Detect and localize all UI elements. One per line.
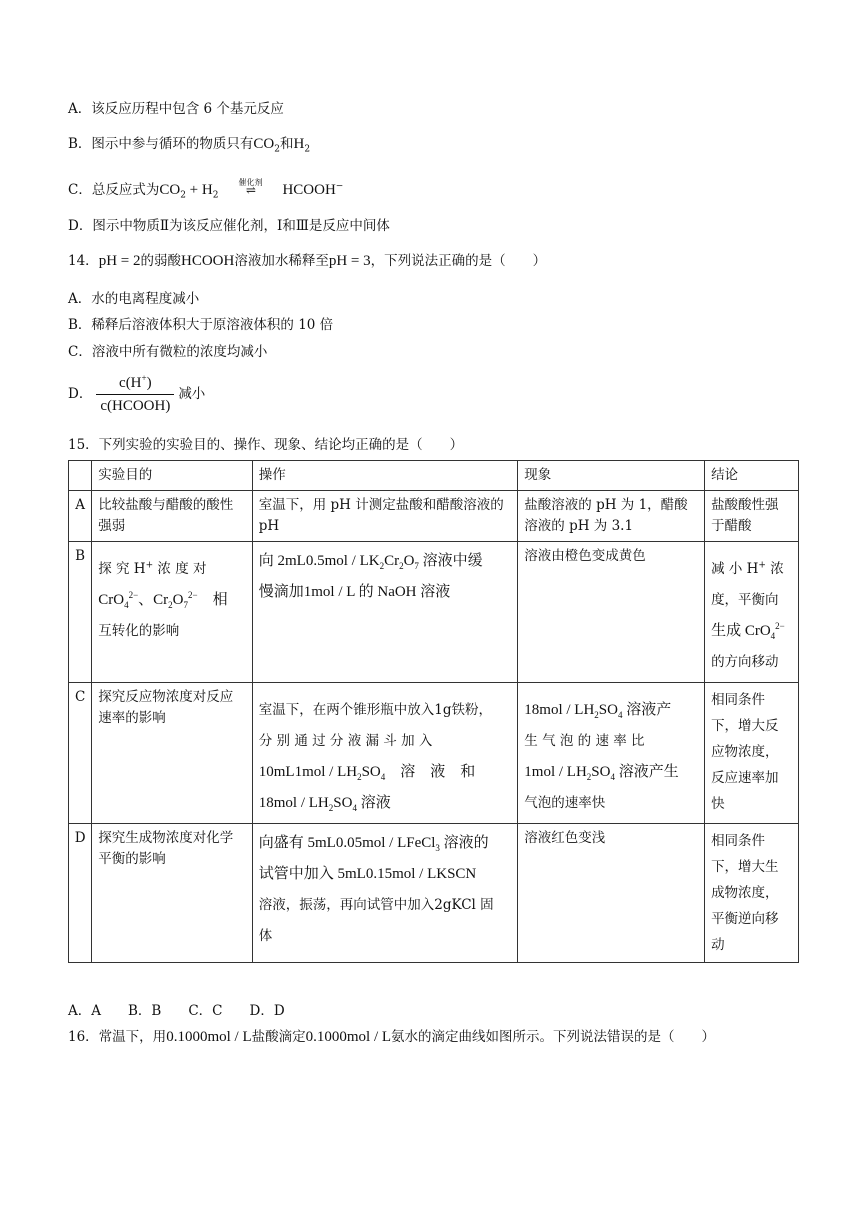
cell-conclusion: 盐酸酸性强于醋酸 — [705, 491, 799, 542]
cell-phenomenon: 盐酸溶液的 pH 为 1，醋酸溶液的 pH 为 3.1 — [518, 491, 705, 542]
fraction: $\frac{c(H^+)}{\text{c(HCOOH)}}$ — [96, 372, 174, 417]
cell-operation: 向盛有 5mL0.05mol / LFeCl$_3$ 溶液的 试管中加入 5mL0.15mol / LKSCN 溶液，振荡，再向试管中加入2gKCl 固 体 — [252, 824, 518, 963]
cell-phenomenon: 溶液由橙色变成黄色 — [518, 542, 705, 683]
cell-purpose: 比较盐酸与醋酸的酸性强弱 — [92, 491, 253, 542]
catalyst-arrow: 催化剂 ⇌ — [238, 178, 263, 197]
q14-option-a: A．水的电离程度减小 — [68, 291, 200, 307]
header-cell — [69, 461, 92, 491]
q13-option-d: D．图示中物质Ⅱ为该反应催化剂，Ⅰ和Ⅲ是反应中间体 — [68, 218, 390, 234]
table-row — [69, 542, 799, 683]
header-cell: 现象 — [518, 461, 705, 491]
table-header-row — [69, 461, 799, 491]
row-label: A — [69, 491, 92, 542]
cell-conclusion: 减 小 H+ 浓 度，平衡向 生成 CrO$_4^{2-}$ 的方向移动 — [705, 542, 799, 683]
row-label: C — [69, 683, 92, 824]
q16-stem: 16．常温下，用0.1000mol / L盐酸滴定0.1000mol / L氨水的滴定曲线如图所示。下列说法错误的是（ ） — [68, 1029, 716, 1045]
cell-purpose: 探究生成物浓度对化学平衡的影响 — [92, 824, 253, 963]
cell-purpose: 探 究 H+ 浓 度 对 CrO$_4^{2-}$、$Cr_2O_7^{2-}$ 相 互转化的影响 — [92, 542, 253, 683]
table-row — [69, 824, 799, 963]
row-label: B — [69, 542, 92, 683]
q13-option-c: C．总反应式为$CO_2 + H_2$ 催化剂 ⇌ HCOOH− — [68, 178, 344, 201]
cell-conclusion: 相同条件下，增大反应物浓度，反应速率加快 — [705, 683, 799, 824]
q14-option-c: C．溶液中所有微粒的浓度均减小 — [68, 344, 268, 360]
cell-operation: 向 $2mL0.5mol / LK_2Cr_2O_7$ 溶液中缓 慢滴加1mol / L 的 NaOH 溶液 — [252, 542, 518, 683]
cell-phenomenon: 溶液红色变浅 — [518, 824, 705, 963]
table-row — [69, 683, 799, 824]
header-cell: 实验目的 — [92, 461, 253, 491]
q14-option-b: B．稀释后溶液体积大于原溶液体积的 10 倍 — [68, 317, 334, 333]
q15-options: A．A B．B C．C D．D — [68, 1003, 285, 1019]
cell-phenomenon: $18mol / LH_2SO_4$ 溶液产 生 气 泡 的 速 率 比 $1mol / LH_2SO_4$ 溶液产生 气泡的速率快 — [518, 683, 705, 824]
row-label: D — [69, 824, 92, 963]
cell-operation: 室温下，用 pH 计测定盐酸和醋酸溶液的 pH — [252, 491, 518, 542]
experiment-table — [68, 460, 799, 963]
header-cell: 操作 — [252, 461, 518, 491]
cell-purpose: 探究反应物浓度对反应速率的影响 — [92, 683, 253, 824]
header-cell: 结论 — [705, 461, 799, 491]
table-row — [69, 491, 799, 542]
cell-operation: 室温下，在两个锥形瓶中放入1g铁粉， 分 别 通 过 分 液 漏 斗 加 入 $10mL1mol / LH_2SO_4$ 溶 液 和 $18mol / LH_2SO_4$ 溶液 — [252, 683, 518, 824]
q15-stem: 15．下列实验的实验目的、操作、现象、结论均正确的是（ ） — [68, 437, 464, 453]
cell-conclusion: 相同条件下，增大生成物浓度，平衡逆向移动 — [705, 824, 799, 963]
q13-option-a: A．该反应历程中包含 6 个基元反应 — [68, 101, 284, 117]
q14-stem: 14．pH = 2的弱酸HCOOH溶液加水稀释至pH = 3，下列说法正确的是（ ） — [68, 253, 547, 269]
q14-option-d: D． $\frac{c(H^+)}{\text{c(HCOOH)}}$ 减小 — [68, 372, 205, 417]
q13-option-b: B．图示中参与循环的物质只有$CO_2$和$H_2$ — [68, 136, 311, 155]
